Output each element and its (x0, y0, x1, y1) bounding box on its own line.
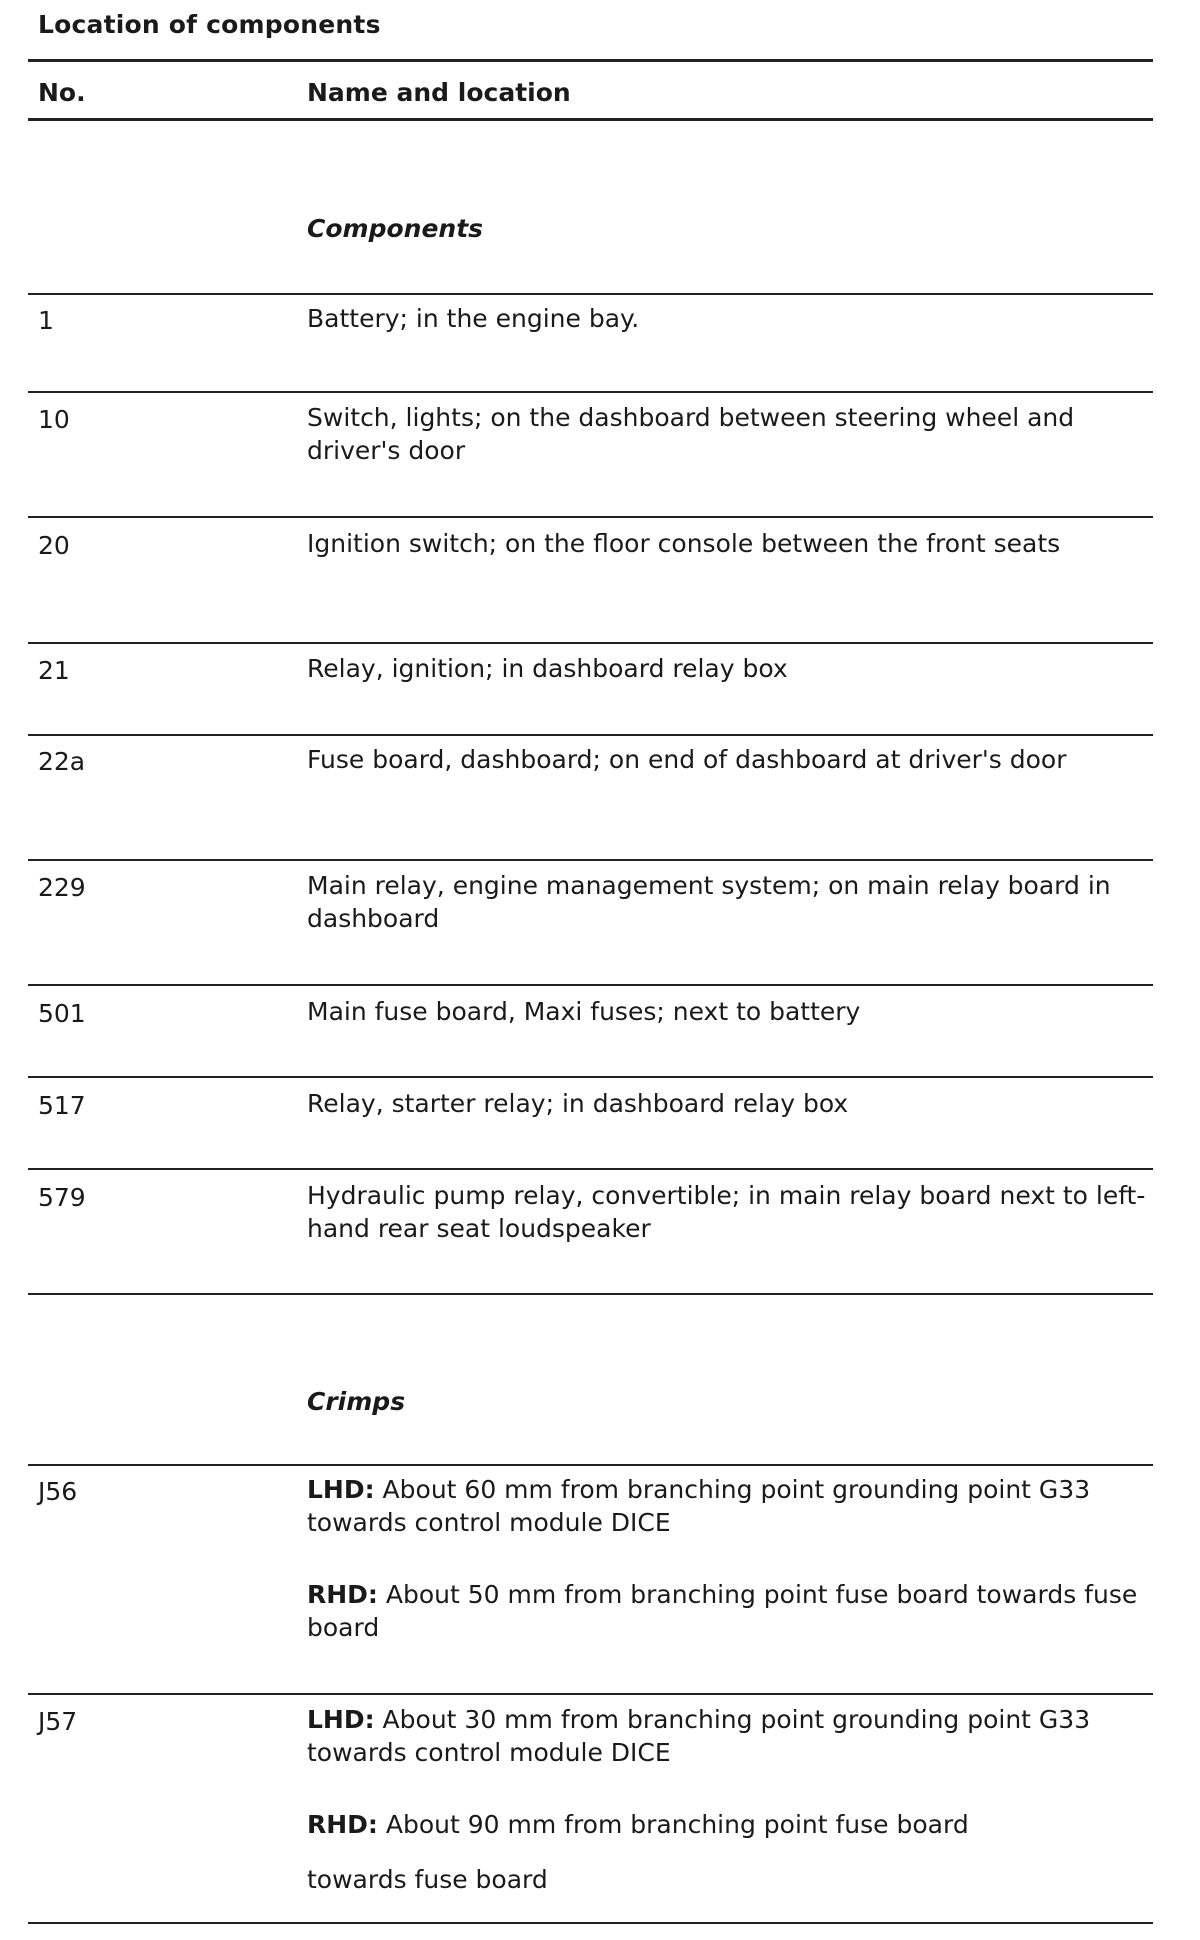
row-divider (28, 1076, 1153, 1078)
rhd-text: About 50 mm from branching point fuse board towards fuse board (307, 1580, 1138, 1642)
lhd-text: About 30 mm from branching point grounding point G33 towards control module DICE (307, 1705, 1091, 1767)
row-divider (28, 642, 1153, 644)
row-divider (28, 1168, 1153, 1170)
rule-bottom (28, 1922, 1153, 1924)
rule-crimps (28, 1464, 1153, 1466)
component-row-text: Main fuse board, Maxi fuses; next to battery (307, 997, 861, 1026)
component-row-no: 517 (38, 1091, 86, 1120)
crimp-lhd (307, 1473, 1147, 1539)
component-row-text: Ignition switch; on the floor console between the front seats (307, 529, 1061, 558)
rhd-text: About 90 mm from branching point fuse board (377, 1810, 969, 1839)
crimp-row-no: J56 (38, 1477, 78, 1506)
component-row-text: Hydraulic pump relay, convertible; in main relay board next to left-hand rear seat loudspeaker (307, 1181, 1146, 1243)
component-row-text: Main relay, engine management system; on main relay board in dashboard (307, 871, 1111, 933)
component-row-text: Relay, ignition; in dashboard relay box (307, 654, 788, 683)
crimp-rhd (307, 1578, 1147, 1644)
page-title: Location of components (38, 10, 381, 39)
row-divider (28, 984, 1153, 986)
component-row-text: Fuse board, dashboard; on end of dashboard at driver's door (307, 745, 1067, 774)
row-divider (28, 1693, 1153, 1695)
row-divider (28, 391, 1153, 393)
component-row-no: 10 (38, 405, 70, 434)
column-header-no: No. (38, 78, 86, 107)
crimp-rhd (307, 1808, 1147, 1841)
component-row-no: 579 (38, 1183, 86, 1212)
crimp-row-no: J57 (38, 1707, 78, 1736)
rule-top (28, 59, 1153, 62)
component-row-no: 229 (38, 873, 86, 902)
column-header-name: Name and location (307, 78, 571, 107)
rule-components (28, 293, 1153, 295)
rhd-label: RHD: (307, 1810, 378, 1839)
component-row-no: 1 (38, 306, 54, 335)
lhd-text: About 60 mm from branching point grounding point G33 towards control module DICE (307, 1475, 1091, 1537)
rhd-label: RHD: (307, 1580, 378, 1609)
component-row-no: 20 (38, 531, 70, 560)
lhd-label: LHD: (307, 1705, 375, 1734)
component-row-text: Battery; in the engine bay. (307, 304, 640, 333)
row-divider (28, 516, 1153, 518)
component-row-text: Switch, lights; on the dashboard between steering wheel and driver's door (307, 403, 1075, 465)
row-divider (28, 734, 1153, 736)
crimp-lhd (307, 1703, 1147, 1769)
component-row-no: 21 (38, 656, 70, 685)
rule-header (28, 118, 1153, 121)
row-divider (28, 859, 1153, 861)
component-row-text: Relay, starter relay; in dashboard relay box (307, 1089, 849, 1118)
crimp-rhd-continuation: towards fuse board (307, 1865, 548, 1894)
component-row-no: 501 (38, 999, 86, 1028)
section-title-crimps: Crimps (307, 1387, 406, 1416)
rule-components-end (28, 1293, 1153, 1295)
section-title-components: Components (307, 214, 484, 243)
lhd-label: LHD: (307, 1475, 375, 1504)
component-row-no: 22a (38, 747, 86, 776)
